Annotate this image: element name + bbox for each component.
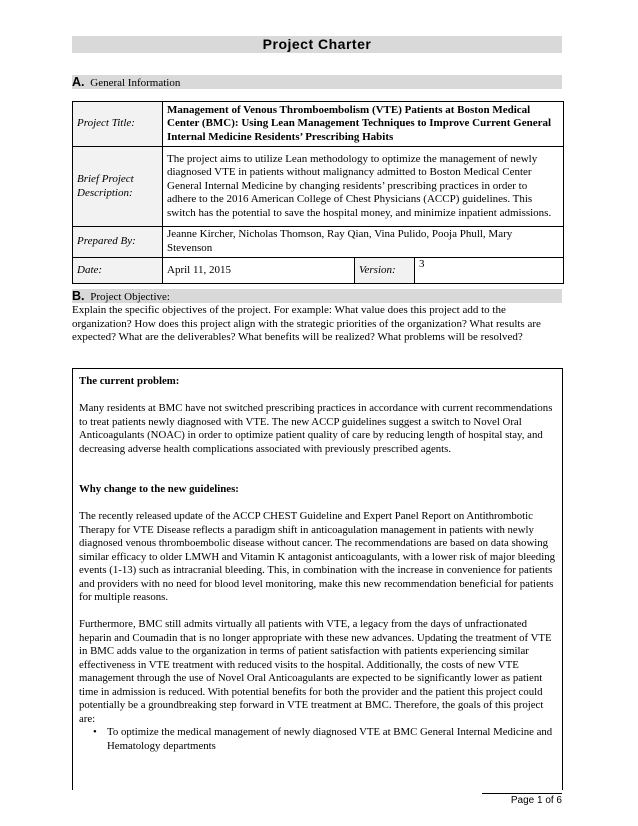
section-a-letter: A. [72, 75, 85, 89]
date-version-row [73, 258, 564, 284]
goals-list [79, 726, 556, 753]
section-b-letter: B. [72, 289, 85, 303]
project-title-label: Project Title: [73, 102, 163, 147]
current-problem-paragraph: Many residents at BMC have not switched prescribing practices in accordance with current recommendations to treat patients newly diagnosed with VTE. The new ACCP guidelines suggest a switch to Novel Oral Anticoagulants (NOAC) in order to optimize patient quality of care by reducing length of hospital stay, and decreasing adverse health complications associated with previously prescribed agents. [79, 402, 553, 455]
bullet-icon: • [93, 726, 97, 738]
current-problem-heading: The current problem: [79, 375, 180, 387]
section-b-title: Project Objective: [90, 291, 170, 303]
brief-description-row [73, 147, 564, 227]
objective-instructions: Explain the specific objectives of the project. For example: What value does this project add to the organization? How does this project align with the strategic priorities of the organization? What results are expected? What are the deliverables? What benefits will be realized? What problems will be resolved? [72, 304, 541, 344]
version-label: Version: [355, 258, 415, 284]
furthermore-paragraph: Furthermore, BMC still admits virtually all patients with VTE, a legacy from the days of unfractionated heparin and Coumadin that is no longer appropriate with these new advances. Updating the treatment of VTE in BMC adds value to the organization in terms of patient satisfaction with patients experiencing similar effectiveness in VTE treatment with reduced visits to the hospital. Additionally, the costs of new VTE management through the use of Novel Oral Anticoagulants are expected to be significantly lower as patient time in admission is reduced. With potential benefits for both the provider and the patient this project could potentially be a groundbreaking step forward in VTE treatment at BMC. Therefore, the goals of this project are: [79, 618, 552, 725]
date-label: Date: [73, 258, 163, 284]
date-value: April 11, 2015 [163, 258, 355, 284]
why-change-heading: Why change to the new guidelines: [79, 483, 239, 495]
page-number: Page 1 of 6 [482, 793, 562, 807]
prepared-by-row [73, 227, 564, 258]
brief-description-label: Brief Project Description: [73, 147, 163, 227]
document-title: Project Charter [72, 36, 562, 53]
version-value: 3 [415, 258, 564, 284]
prepared-by-label: Prepared By: [73, 227, 163, 258]
section-a-title: General Information [90, 77, 181, 89]
section-b-header [72, 289, 562, 303]
project-title-row [73, 102, 564, 147]
prepared-by-value: Jeanne Kircher, Nicholas Thomson, Ray Qian, Vina Pulido, Pooja Phull, Mary Stevenson [163, 227, 564, 258]
list-item [93, 726, 556, 753]
why-change-paragraph: The recently released update of the ACCP CHEST Guideline and Expert Panel Report on Antithrombotic Therapy for VTE Disease reflects a paradigm shift in anticoagulation management in patients with newly diagnosed venous thromboembolic disease without cancer. The recommendations are based on data showing similar efficacy to older LMWH and Vitamin K antagonist anticoagulants, with a lower risk of major bleeding events (1-13) such as intracranial bleeding. This, in combination with the increase in convenience for patients and providers with no need for blood level monitoring, make this new recommendation beneficial for patients for multiple reasons. [79, 510, 555, 603]
section-a-header [72, 75, 562, 89]
objective-content-box [72, 368, 563, 790]
brief-description-value: The project aims to utilize Lean methodology to optimize the management of newly diagnosed VTE in patients without malignancy admitted to Boston Medical Center General Internal Medicine by changing residents’ prescribing practices in order to adhere to the 2016 American College of Chest Physicians (ACCP) guidelines. This switch has the potential to save the hospital money, and minimize inpatient admissions. [163, 147, 564, 227]
goal-text: To optimize the medical management of newly diagnosed VTE at BMC General Internal Medicine and Hematology departments [107, 726, 553, 752]
general-information-table [72, 101, 564, 284]
project-title-value: Management of Venous Thromboembolism (VTE) Patients at Boston Medical Center (BMC): Using Lean Management Techniques to Improve Current General Internal Medicine Residents’ Prescribing Habits [163, 102, 564, 147]
